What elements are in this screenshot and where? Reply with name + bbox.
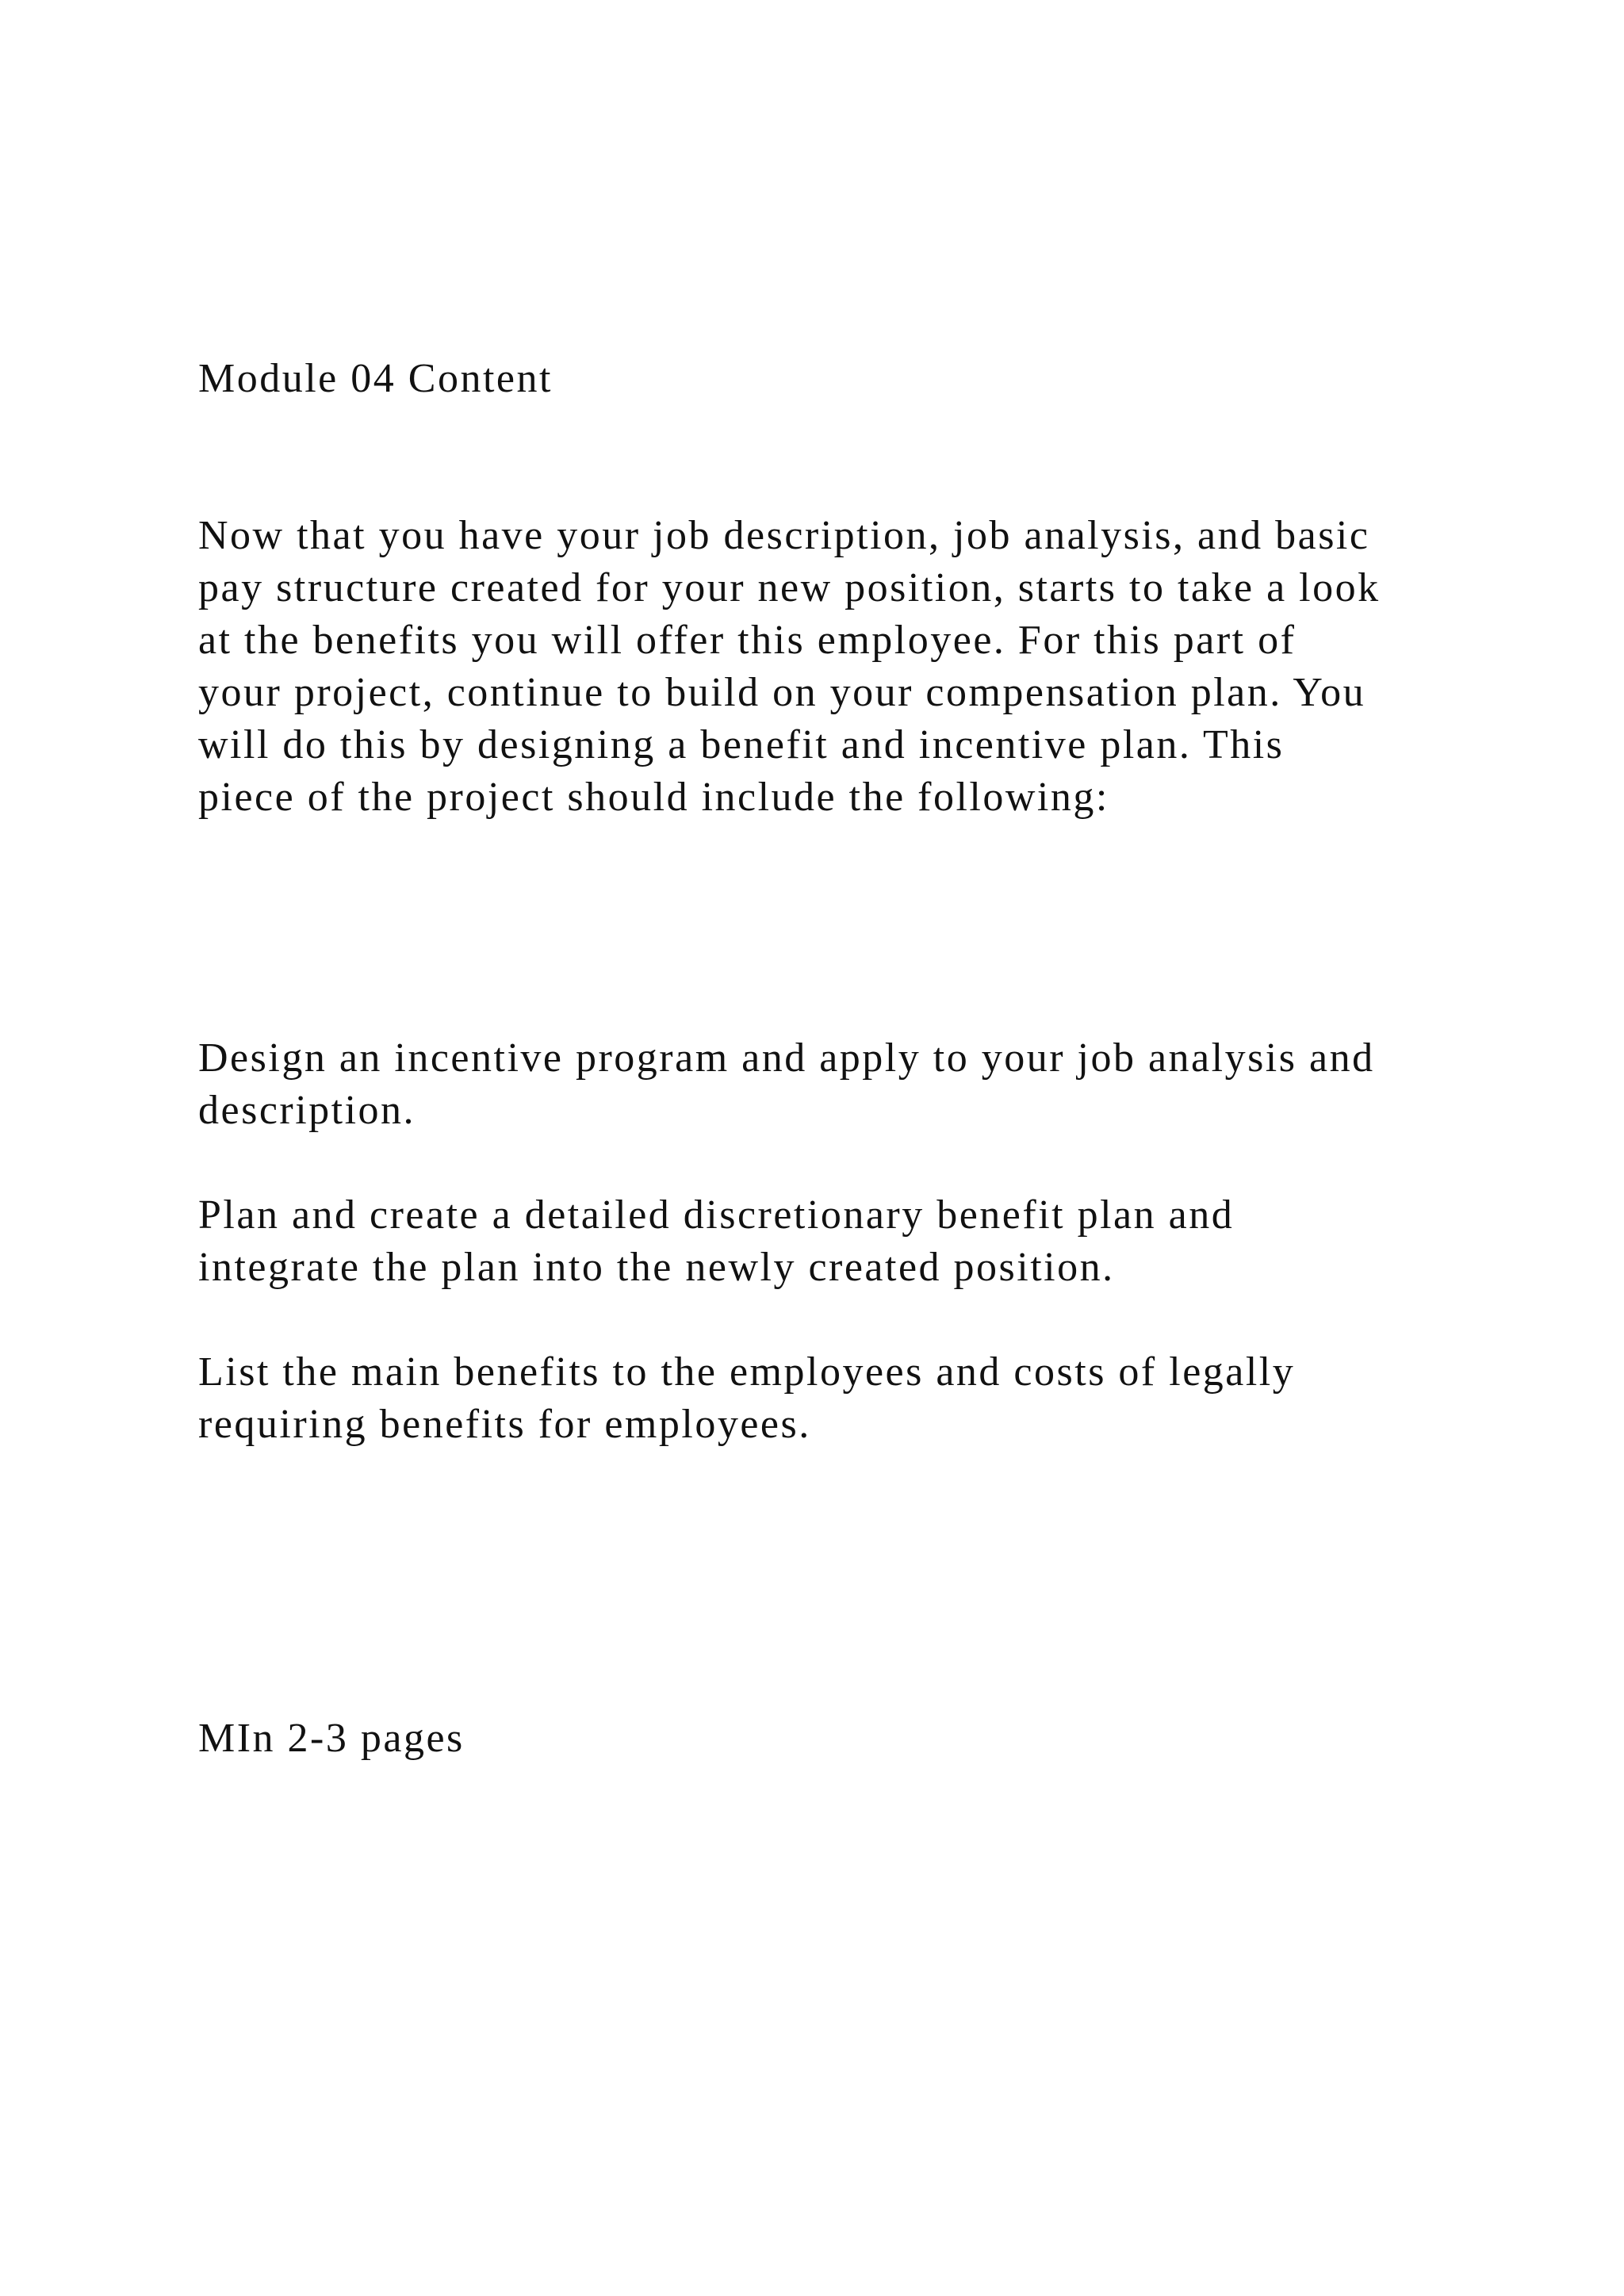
requirement-item: Design an incentive program and apply to your job analysis and description. bbox=[198, 1035, 1375, 1133]
requirement-item: List the main benefits to the employees and costs of legally requiring benefits for employees. bbox=[198, 1349, 1296, 1447]
requirement-item: Plan and create a detailed discretionary benefit plan and integrate the plan into the newly created position. bbox=[198, 1192, 1235, 1290]
document-title: Module 04 Content bbox=[198, 356, 553, 401]
intro-paragraph: Now that you have your job description, job analysis, and basic pay structure created for your new position, starts to take a look at the benefits you will offer this employee. For this part of your project, continue to build on your compensation plan. You will do this by designing a benefit and incentive plan. This piece of the project should include the following: bbox=[198, 513, 1381, 820]
length-note: MIn 2-3 pages bbox=[198, 1716, 465, 1761]
